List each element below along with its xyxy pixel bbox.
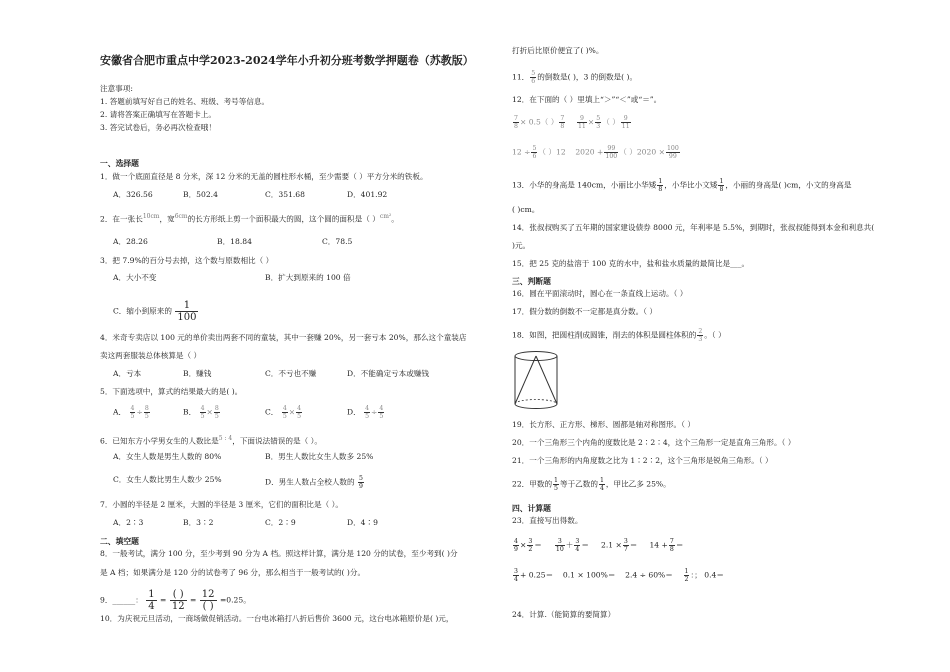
question-24: 24．计算.（能简算的要简算） bbox=[512, 610, 616, 619]
option-b[interactable]: B．18.84 bbox=[217, 237, 252, 246]
option-b[interactable]: B． $\frac{4}{5}$ × $\frac{8}{5}$ bbox=[183, 405, 219, 420]
option-a[interactable]: A．女生人数是男生人数的 80% bbox=[113, 452, 222, 461]
calc-row-2: $\frac{3}{4}$ + 0.25＝ 0.1 × 100%＝ 2.4 ÷ 60%＝ $\frac{1}{2}$ ：； 0.4＝ bbox=[514, 568, 724, 583]
option-b[interactable]: B．3∶2 bbox=[183, 518, 214, 527]
option-c[interactable]: C． $\frac{4}{5}$ × $\frac{4}{5}$ bbox=[265, 405, 302, 420]
section-heading-calc: 四、计算题 bbox=[512, 504, 551, 513]
option-d[interactable]: D．男生人数占全校人数的 $\frac{5}{9}$ bbox=[265, 475, 363, 490]
question-7: 7．小圆的半径是 2 厘米，大圆的半径是 3 厘米，它们的面积比是（ ）。 bbox=[100, 500, 343, 509]
notice-heading: 注意事项: bbox=[100, 84, 133, 93]
question-4-line2: 卖这两套服装总体核算是（ ） bbox=[100, 351, 202, 360]
question-1: 1．做一个底面直径是 8 分米，深 12 分米的无盖的圆柱形水桶，至少需要（ ）平方分米的铁板。 bbox=[100, 172, 428, 181]
question-15: 15．把 25 克的盐溶于 100 克的水中，盐和盐水质量的最简比是___。 bbox=[512, 259, 750, 268]
section-heading-fill: 二、填空题 bbox=[100, 537, 139, 546]
question-8-line2: 是 A 档；如果满分是 120 分的试卷考了 96 分，那么相当于一般考试的( )分。 bbox=[100, 568, 366, 577]
question-6: 6．已知东方小学男女生的人数比是$^{5 : 4}$，下面说法错误的是（ ）。 bbox=[100, 435, 322, 446]
question-3: 3．把 7.9%的百分号去掉，这个数与原数相比（ ） bbox=[100, 256, 274, 265]
question-23: 23．直接写出得数。 bbox=[512, 516, 583, 525]
question-18: 18．如图，把圆柱削成圆锥，削去的体积是圆柱体积的 $\frac{2}{3}$ 。（ ） bbox=[512, 328, 726, 343]
exam-title: 安徽省合肥市重点中学2023-2024学年小升初分班考数学押题卷（苏教版） bbox=[100, 54, 474, 67]
option-d[interactable]: D．401.92 bbox=[347, 190, 388, 199]
option-c[interactable]: C．2∶9 bbox=[265, 518, 296, 527]
question-17: 17．假分数的倒数不一定都是真分数。（ ） bbox=[512, 307, 657, 316]
question-13: 13．小华的身高是 140cm，小丽比小华矮 $\frac{1}{8}$ ，小华比小文矮 $\frac{1}{8}$ ，小丽的身高是( )cm，小文的身高是 bbox=[512, 178, 852, 193]
option-c[interactable]: C．78.5 bbox=[322, 237, 353, 246]
option-d[interactable]: D．不能确定亏本或赚钱 bbox=[347, 369, 430, 378]
option-a[interactable]: A．大小不变 bbox=[113, 273, 157, 282]
notice-item: 2. 请将答案正确填写在答题卡上。 bbox=[100, 110, 216, 119]
option-a[interactable]: A．326.56 bbox=[113, 190, 153, 199]
option-b[interactable]: B．扩大到原来的 100 倍 bbox=[265, 273, 351, 282]
question-10-line1: 10．为庆祝元旦活动，一商场做促销活动。一台电冰箱打八折后售价 3600 元，这台电冰箱原价是( )元， bbox=[100, 614, 454, 623]
question-16: 16．圆在平面滚动时，圆心在一条直线上运动。（ ） bbox=[512, 289, 688, 298]
question-10-line2: 打折后比原价便宜了( )%。 bbox=[512, 46, 604, 55]
question-14-line1: 14．张叔叔购买了五年期的国家建设债券 8000 元，年利率是 5.5%，到期时，张叔叔能得到本金和利息共( bbox=[512, 223, 875, 232]
question-5: 5．下面选项中，算式的结果最大的是( )。 bbox=[100, 387, 243, 396]
question-11: 11． $\frac{5}{6}$ 的倒数是( )，3 的倒数是( )。 bbox=[512, 70, 638, 85]
question-2: 2．在一张长$^{10cm}$，宽$^{6cm}$的长方形纸上剪一个面积最大的圆，这个圆的面积是（ ）$^{cm^2}$。 bbox=[100, 213, 399, 224]
question-20: 20．一个三角形三个内角的度数比是 2∶2∶4，这个三角形一定是直角三角形。（ ） bbox=[512, 438, 796, 447]
question-14-line2: )元。 bbox=[512, 241, 531, 250]
question-22: 22．甲数的 $\frac{1}{5}$ 等于乙数的 $\frac{1}{4}$ ，甲比乙多 25%。 bbox=[512, 477, 671, 492]
section-heading-choice: 一、选择题 bbox=[100, 159, 139, 168]
question-12: 12．在下面的（ ）里填上“＞”“＜”或“＝”。 bbox=[512, 95, 662, 104]
calc-row-1: $\frac{4}{9}$ × $\frac{3}{2}$ ＝ $\frac{3}{10}$ ＋ $\frac{3}{4}$ ＝ 2.1 × $\frac{3}{7}$ ＝ 14 + $\frac{7}{8}$ ＝ bbox=[514, 538, 684, 553]
option-b[interactable]: B．502.4 bbox=[183, 190, 218, 199]
question-4-line1: 4．米奇专卖店以 100 元的单价卖出两套不同的童装，其中一套赚 20%，另一套亏本 20%，那么这个童装店 bbox=[100, 333, 467, 342]
question-19: 19．长方形、正方形、梯形、圆都是轴对称图形。（ ） bbox=[512, 420, 695, 429]
question-8-line1: 8．一般考试，满分 100 分，至少考到 90 分为 A 档。照这样计算，满分是 120 分的试卷，至少考到( )分 bbox=[100, 549, 458, 558]
option-b[interactable]: B．赚钱 bbox=[183, 369, 212, 378]
option-a[interactable]: A．亏本 bbox=[113, 369, 142, 378]
option-b[interactable]: B．男生人数比女生人数多 25% bbox=[265, 452, 374, 461]
option-d[interactable]: D．4∶9 bbox=[347, 518, 378, 527]
option-c[interactable]: C．不亏也不赚 bbox=[265, 369, 317, 378]
option-a[interactable]: A．28.26 bbox=[113, 237, 148, 246]
option-d[interactable]: D． $\frac{4}{5}$ ÷ $\frac{4}{5}$ bbox=[347, 405, 384, 420]
comparison-row-1: $\frac{7}{8}$ × 0.5（ ） $\frac{7}{8}$ $\frac{9}{11}$ × $\frac{5}{3}$ （ ） $\frac{9}{11}$ bbox=[514, 115, 630, 130]
question-9: 9．______： $\frac{1}{4}$ = $\frac{( )}{12}$ = $\frac{12}{( )}$ =0.25。 bbox=[100, 589, 251, 612]
option-c[interactable]: C．女生人数比男生人数少 25% bbox=[113, 475, 222, 484]
section-heading-judge: 三、判断题 bbox=[512, 277, 551, 286]
option-c[interactable]: C．351.68 bbox=[265, 190, 305, 199]
option-c[interactable]: C．缩小到原来的 $\frac{1}{100}$ bbox=[113, 300, 197, 323]
question-21: 21．一个三角形的内角度数之比为 1∶2∶2，这个三角形是锐角三角形。（ ） bbox=[512, 456, 773, 465]
fraction: $\frac{1}{100}$ bbox=[177, 300, 197, 323]
option-a[interactable]: A．2∶3 bbox=[113, 518, 144, 527]
notice-item: 3. 答完试卷后，务必再次检查哦！ bbox=[100, 123, 216, 132]
comparison-row-2: 12 ÷ $\frac{5}{6}$ （ ）12 2020 + $\frac{99}{100}$ （ ）2020 × $\frac{100}{99}$ bbox=[512, 145, 679, 160]
question-13-line2: ( )cm。 bbox=[512, 205, 540, 214]
cylinder-cone-figure bbox=[512, 350, 560, 412]
notice-item: 1. 答题前填写好自己的姓名、班级、考号等信息。 bbox=[100, 97, 270, 106]
option-a[interactable]: A． $\frac{4}{5}$ ÷ $\frac{8}{5}$ bbox=[113, 405, 149, 420]
